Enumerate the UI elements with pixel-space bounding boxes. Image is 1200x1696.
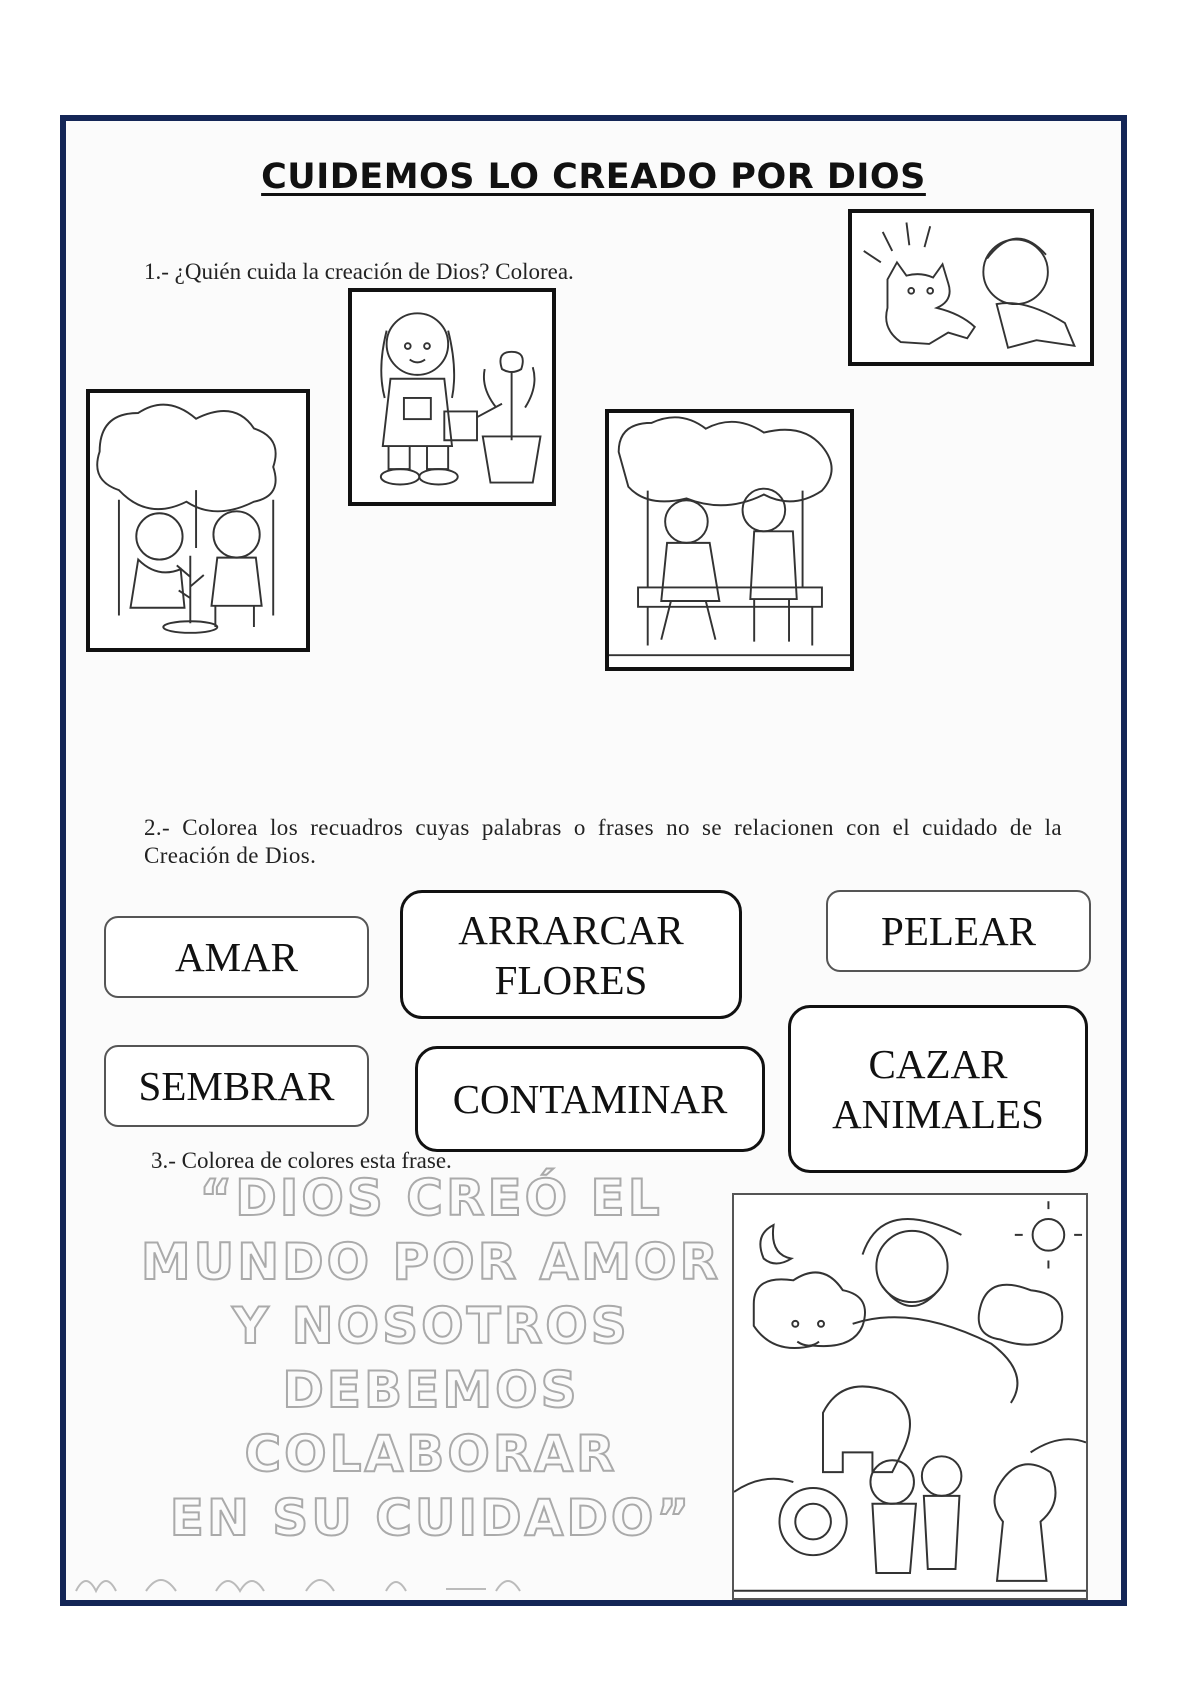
elephant-drawing — [823, 1386, 910, 1472]
phrase-line: MUNDO POR AMOR — [140, 1233, 722, 1291]
lion-drawing — [779, 1488, 846, 1555]
tree-drawing — [619, 417, 832, 505]
word-box-label: PELEAR — [881, 908, 1036, 954]
image-child-with-cat — [848, 209, 1094, 366]
phrase-line: Y NOSOTROS — [232, 1297, 630, 1355]
word-box-cazar-animales[interactable] — [788, 1005, 1088, 1173]
worksheet-frame — [60, 115, 1127, 1606]
boy-head-drawing — [922, 1456, 962, 1496]
tree-drawing — [97, 405, 275, 512]
girl-head-drawing — [665, 500, 708, 543]
outline-phrase-to-color — [106, 1169, 756, 1559]
girl-overalls-drawing — [383, 379, 452, 446]
word-box-arrancar-flores[interactable] — [400, 890, 742, 1019]
word-box-contaminar[interactable] — [415, 1046, 765, 1152]
word-box-pelear[interactable] — [826, 890, 1091, 972]
cloud-drawing — [979, 1285, 1063, 1345]
phrase-line: COLABORAR — [244, 1425, 618, 1483]
moon-drawing — [760, 1225, 791, 1264]
worksheet-title: CUIDEMOS LO CREADO POR DIOS — [261, 157, 926, 197]
phrase-line: DEBEMOS — [282, 1361, 580, 1419]
flower-drawing — [500, 352, 522, 440]
bench-drawing — [638, 587, 822, 645]
sapling-drawing — [177, 556, 204, 624]
question-1: 1.- ¿Quién cuida la creación de Dios? Colorea. — [144, 259, 574, 284]
phrase-line: EN SU CUIDADO” — [169, 1489, 693, 1547]
watering-can-drawing — [444, 404, 502, 441]
question-2: 2.- Colorea los recuadros cuyas palabras o frases no se relacionen con el cuidado de la Creación de Dios. — [144, 815, 1062, 868]
word-box-label: SEMBRAR — [138, 1063, 335, 1109]
image-god-creating-world — [732, 1193, 1088, 1600]
word-box-label: ARRARCAR FLORES — [458, 906, 684, 1003]
word-box-sembrar[interactable] — [104, 1045, 369, 1127]
word-box-label: AMAR — [174, 934, 299, 980]
cloud-drawing — [754, 1272, 865, 1348]
question-3: 3.- Colorea de colores esta frase. — [151, 1148, 452, 1173]
girl-head-drawing — [136, 513, 182, 559]
girl-head-drawing — [870, 1460, 914, 1504]
image-children-planting — [86, 389, 310, 652]
faded-decorative-border — [66, 1561, 1121, 1601]
girl-head-drawing — [387, 313, 449, 375]
image-children-on-bench — [605, 409, 854, 671]
phrase-line: “DIOS CREÓ EL — [199, 1169, 663, 1227]
word-box-label: CONTAMINAR — [452, 1076, 728, 1122]
boy-head-drawing — [213, 511, 259, 557]
boy-head-drawing — [983, 240, 1048, 305]
word-box-amar[interactable] — [104, 916, 369, 998]
sun-drawing — [1033, 1219, 1065, 1251]
flower-pot-drawing — [483, 436, 541, 482]
image-girl-watering-flower — [348, 288, 556, 506]
word-box-label: CAZAR ANIMALES — [832, 1041, 1044, 1137]
sun-rays-drawing — [864, 222, 930, 262]
cat-drawing — [886, 262, 975, 344]
